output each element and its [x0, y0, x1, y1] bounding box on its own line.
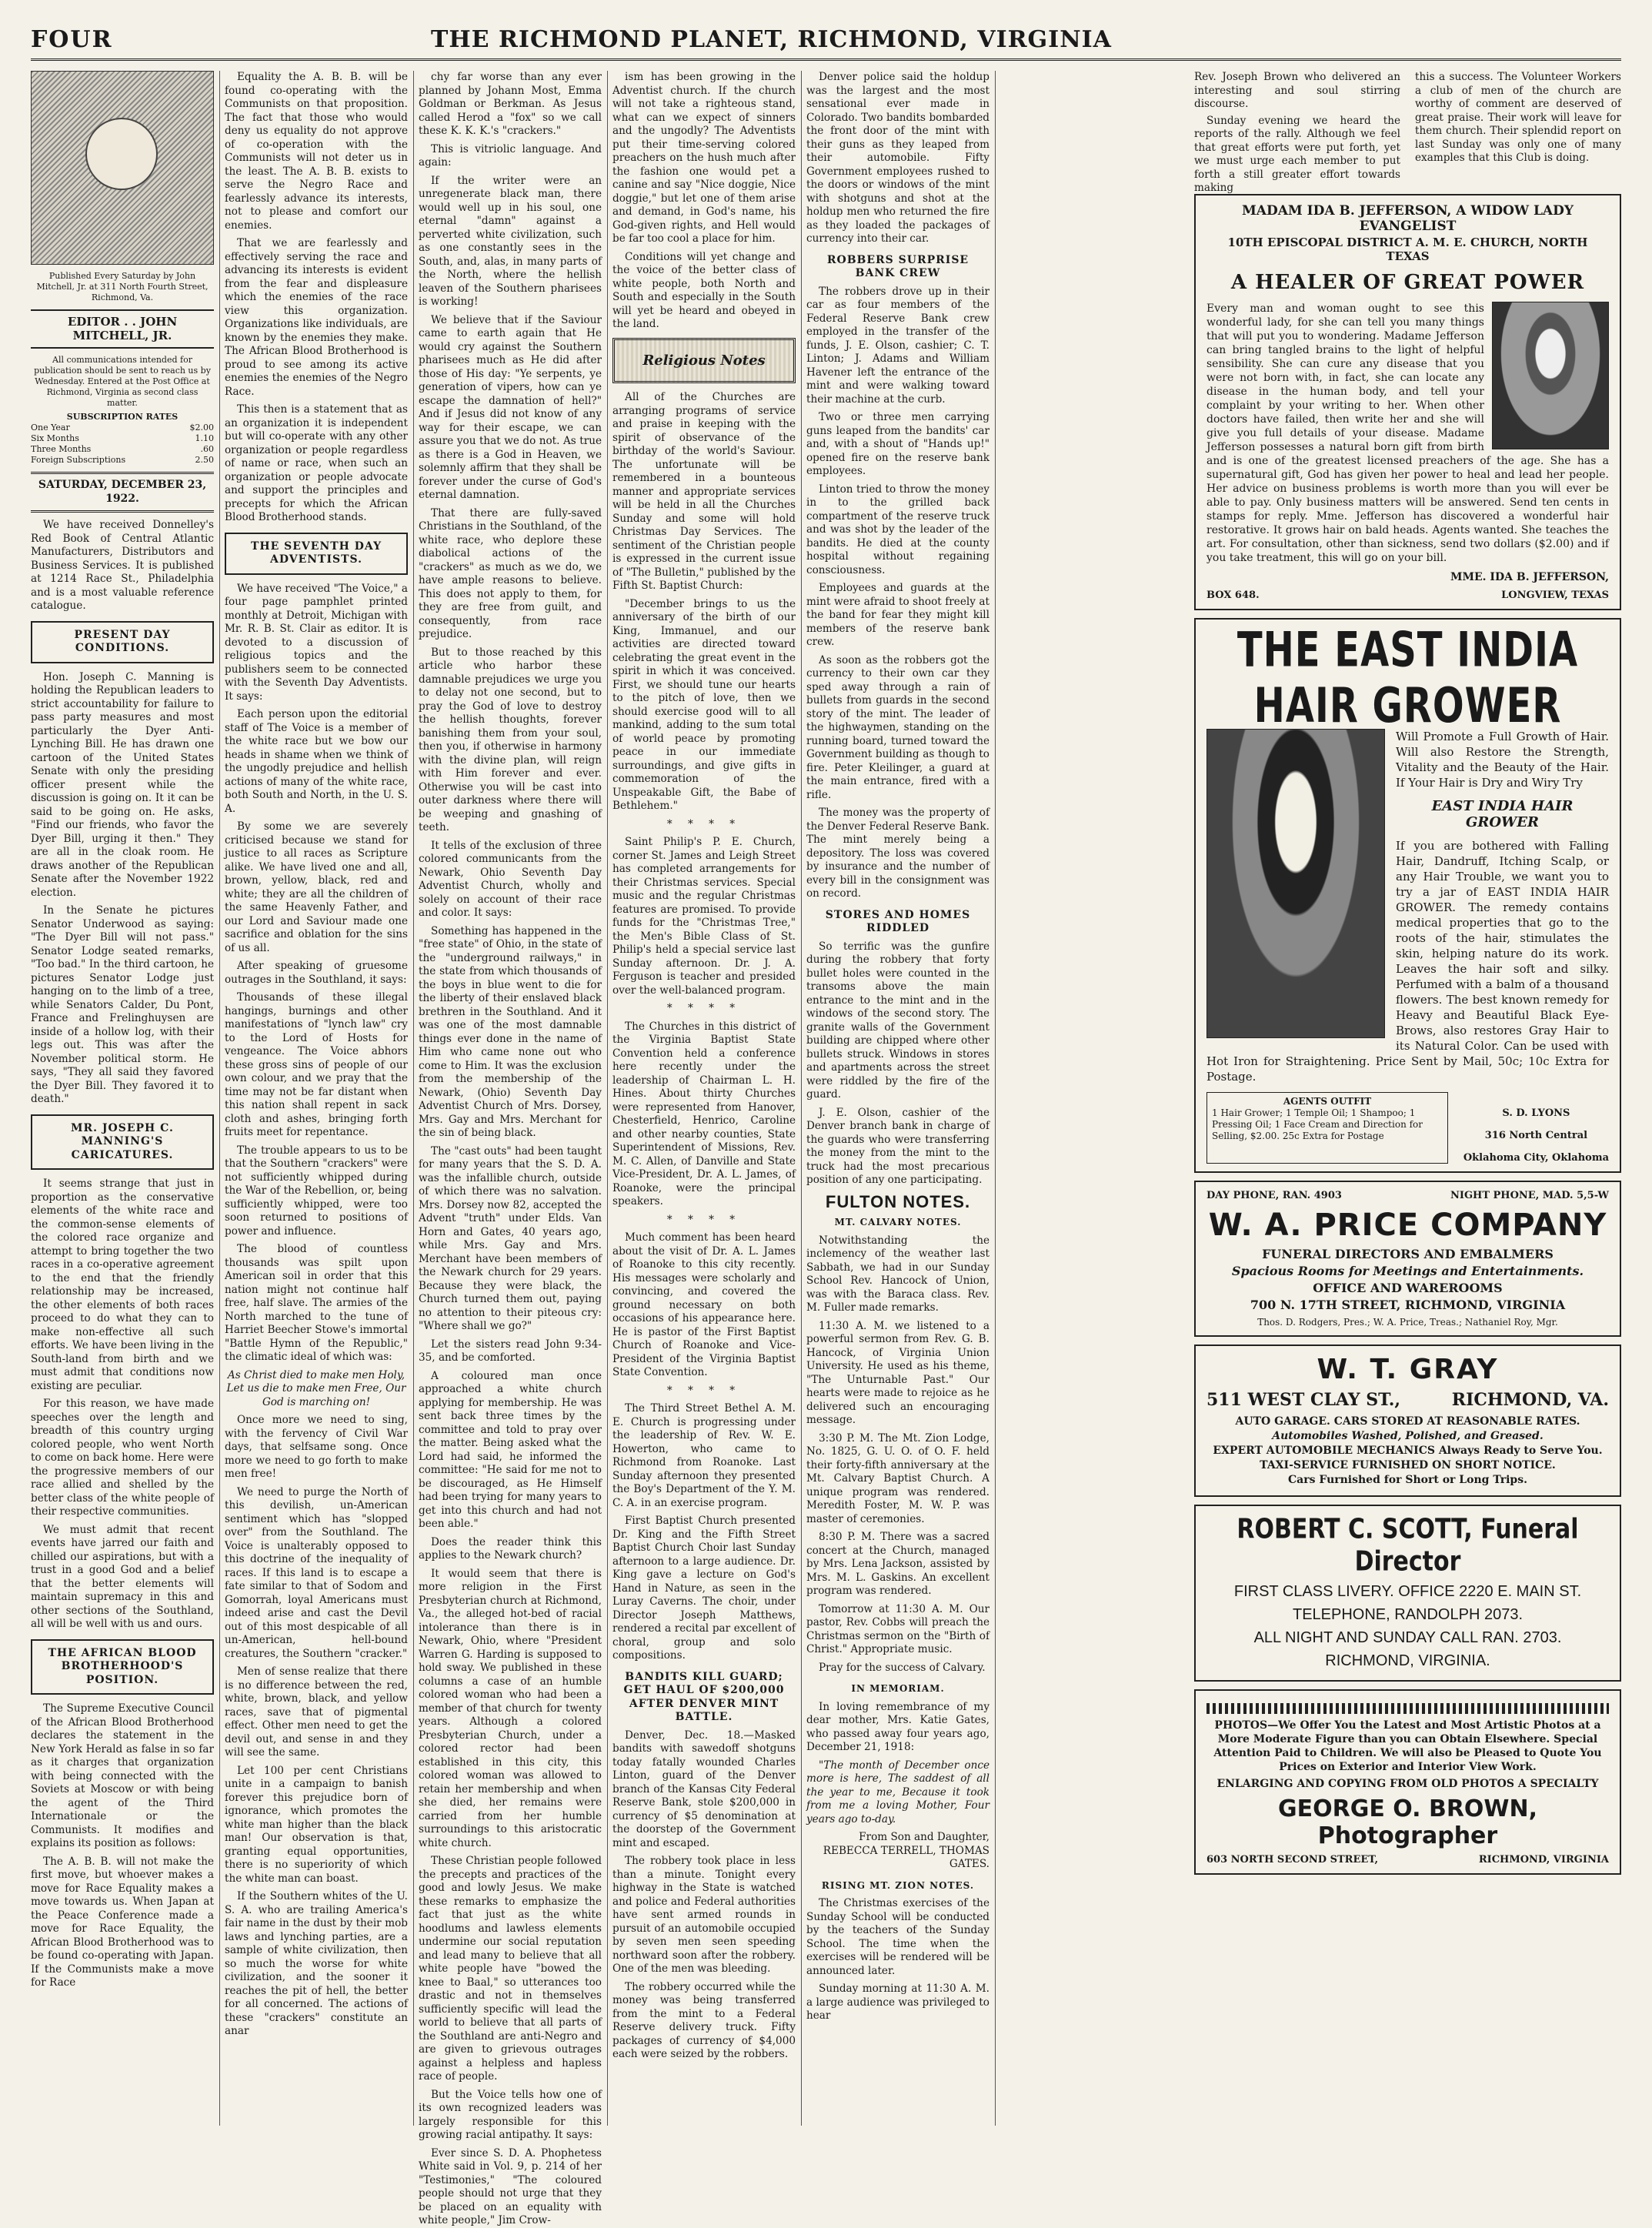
article-paragraph: But the Voice tells how one of its own recognized leaders was largely responsible for this growing racial antipathy. It says: — [419, 2088, 602, 2141]
article-paragraph: Men of sense realize that there is no difference between the red, white, brown, black, and yellow races, save that of pigmental effect. Other men need to get the devil out, and sense in and they will see the same. — [225, 1665, 408, 1759]
article-paragraph: All of the Churches are arranging programs of service and praise in keeping with the spirit of observance of the birthday of the world's Saviour. The unfortunate will be remembered in a bounteous manner and appropriate services will be held in all the Churches Sunday and some will hold Christmas Day Services. The sentiment of the Christian people is expressed in the current issue of "The Bulletin," published by the Fifth St. Baptist Church: — [612, 391, 796, 592]
religious-notes-banner: Religious Notes — [612, 338, 796, 384]
article-paragraph: ism has been growing in the Adventist church. If the church will not take a righteous stand, what can we expect of sinners and the ungodly? The Adventists put their time-serving colored preachers on the hush much after the fashion one would pet a canine and say "Nice doggie, Nice doggie," but let one of them arise and demand, in God's name, his God-given rights, and Hell would be far too cool a place for him. — [612, 71, 796, 245]
article-paragraph: As soon as the robbers got the currency to their own car they sped away through a rain of bullets from guards in the second story of the mint. The leader of the highwaymen, standing on the running board, turned toward the Government building as though to fire. Peter Kleilinger, a guard at the main entrance, fired with a rifle. — [806, 653, 990, 801]
article-paragraph: In the Senate he pictures Senator Underwood as saying: "The Dyer Bill will not pass." Senator Lodge seated remarks, "Too bad." In the third cartoon, he pictures Senator Lodge just hanging on to the limb of a tree, while Senators Calder, Du Pont, France and Frelinghuysen are inside of a hollow log, with their legs out. This was after the November political storm. He says, "They all said they favored the Dyer Bill. They favored it to death." — [31, 904, 214, 1105]
ad-footer: BOX 648. LONGVIEW, TEXAS — [1206, 590, 1609, 601]
article-paragraph: Let the sisters read John 9:34-35, and be comforted. — [419, 1338, 602, 1364]
article-paragraph: The "cast outs" had been taught for many years that the S. D. A. was the infallible church, outside of which there was no salvation. Mrs. Dorsey now 82, accepted the Advent "truth" under Elds. Van Horn and Gates, 40 years ago, while Mrs. Gay and Mrs. Merchant have been members of the Newark church for 29 years. Because they were black, the Church turned them out, paying no attention to their piteous cry: "Where shall we go?" — [419, 1144, 602, 1332]
headline-manning-caricatures: MR. JOSEPH C. MANNING'S CARICATURES. — [31, 1114, 214, 1171]
column-rule — [801, 71, 802, 2126]
article-paragraph: The blood of countless thousands was spilt upon American soil in order that this nation might not continue half free, half slave. The armies of the North marched to the tune of Harriet Beecher Stowe's immortal "Battle Hymn of the Republic," the climatic ideal of which was: — [225, 1243, 408, 1363]
article-paragraph: 11:30 A. M. we listened to a powerful sermon from Rev. G. B. Hancock, of Virginia Union University. He used as his theme, "The Unturnable Past." Our hearts were made to rejoice as he delivered such an encouraging message. — [806, 1319, 990, 1426]
subhead-robbers-surprise: ROBBERS SURPRISE BANK CREW — [826, 253, 970, 279]
article-paragraph: If the writer were an unregenerate black man, there would well up in his soul, one eternal "damn" against a perverted white civilization, such as one constantly sees in the South, and, alas, in many parts of the North, where the hellish leaven of the Southern pharisees is working! — [419, 174, 602, 308]
ad-signature: MME. IDA B. JEFFERSON, — [1450, 571, 1609, 583]
notes-col-b: this a success. The Volunteer Workers a club of men of the church are worthy of comment are deserved of great praise. Their work will leave for them church. Their splendid report on last Sunday was only one of many examples that this Club is doing. — [1415, 71, 1621, 164]
article-paragraph: We need to purge the North of this devilish, un-American sentiment which has "slopped over" from the Southland. The Voice is unalterably opposed to this doctrine of the inequality of races. If this land is to escape a fate similar to that of Sodom and Gomorrah, loyal Americans must indeed arise and cast the Devil out of this most despicable of all un-American, hell-bound creatures, the Southern "cracker." — [225, 1485, 408, 1660]
article-paragraph: The Third Street Bethel A. M. E. Church is progressing under the leadership of Rev. W. E. Howerton, who came to Richmond from Roanoke. Last Sunday afternoon they presented the Boy's Department of the Y. M. C. A. in an exercise program. — [612, 1402, 796, 1509]
subhead-rising-mt-zion: RISING MT. ZION NOTES. — [821, 1879, 975, 1891]
article-paragraph: The robbery took place in less than a minute. Tonight every highway in the State is watched and police and Federal authorities have sent armed rounds in pursuit of an automobile occupied by seven men seen speeding northward soon after the robbery. One of the men was bleeding. — [612, 1855, 796, 1975]
article-paragraph: Notwithstanding the inclemency of the weather last Sabbath, we had in our Sunday School Rev. Hancock of Union, was with the Baraca class. Rev. M. Fuller made remarks. — [806, 1234, 990, 1314]
rate-row: Six Months 1.10 — [31, 433, 214, 443]
article-paragraph: It seems strange that just in proportion as the conservative elements of the white race and the common-sense elements of the colored race organize and attempt to bring together the two races in a co-operative agreement to the end that the friendly relationship may be increased, the other elements of both races proceed to do what they can to make non-effective all such efforts. We have been living in the South-land from birth and we must admit that conditions now existing are peculiar. — [31, 1177, 214, 1392]
publisher-line: Published Every Saturday by John Mitchell, Jr. at 311 North Fourth Street, Richmond, Va. — [36, 271, 209, 302]
star-divider: * * * * — [666, 817, 742, 830]
article-paragraph: 8:30 P. M. There was a sacred concert at the Church, managed by Mrs. Lena Jackson, assisted by Mrs. M. L. Gaskins. An excellent program was rendered. — [806, 1531, 990, 1597]
article-paragraph: It would seem that there is more religion in the First Presbyterian church at Richmond, Va., the alleged hot-bed of racial intolerance than there is in Newark, Ohio, where "President Warren G. Harding is supposed to hold sway. We published in these columns a case of an humble colored woman who had been a member of that church for twenty years. Although a colored Presbyterian Church, under a colored rector had been established in this city, this colored woman was allowed to retain her membership and when she died, her remains were carried from her humble surroundings to this aristocratic white church. — [419, 1567, 602, 1849]
ad-address: 511 WEST CLAY ST., RICHMOND, VA. — [1206, 1390, 1609, 1410]
sunburst-icon — [85, 118, 158, 190]
column-rule — [995, 71, 996, 2126]
article-paragraph: Does the reader think this applies to the Newark church? — [419, 1535, 602, 1562]
ad-body: Every man and woman ought to see this wonderful lady, for she can tell you many things that will put you to wondering. Madame Jefferson can bring tangled brains to the light of helpful sensibility. She can cure any disease that you were not born with, in fact, she can locate any disease in the human body, and tell your complaint by your writing to her. When other doctors have failed, then write her and she will give you full details of your disease. Madame Jefferson possesses a natural born gift from birth and is one of the greatest licensed preachers of the age. She has a supernatural gift, God has given her power to heal and lead her people. Her advice on business problems is worth more than you will ever be able to pay. Only business matters will be answered. Send ten cents in stamps for reply. Mme. Jefferson has discovered a wonderful hair restorative. It grows hair on bald heads. Agents wanted. She teaches the art. For consultation, other than sickness, send two dollars ($2.00) and if you take treatment, this will go on your bill. — [1206, 302, 1609, 564]
subhead-mt-calvary: MT. CALVARY NOTES. — [834, 1217, 962, 1228]
rate-row: One Year $2.00 — [31, 423, 214, 433]
article-paragraph: J. E. Olson, cashier of the Denver branch bank in charge of the guards who were transferring the money from the mint to the truck had the most precarious position of any one participating. — [806, 1106, 990, 1186]
article-paragraph: After speaking of gruesome outrages in the Southland, it says: — [225, 960, 408, 986]
ad-george-o-brown: PHOTOS—We Offer You the Latest and Most Artistic Photos at a More Moderate Figure than you can Obtain Elsewhere. Special Attention Paid to Children. We will also be Pleased to Quote You Prices on Exterior and Interior View Work. ENLARGING AND COPYING FROM OLD PHOTOS A SPECIALTY GEORGE O. BROWN, Photographer 603 NORTH SECOND STREET, RICHMOND, VIRGINIA — [1194, 1689, 1621, 1875]
article-paragraph: The Christmas exercises of the Sunday School will be conducted by the teachers of the Sunday School. The time when the exercises will be rendered will be announced later. — [806, 1897, 990, 1977]
issue-date: SATURDAY, DECEMBER 23, 1922. — [31, 472, 214, 513]
article-paragraph: 3:30 P. M. The Mt. Zion Lodge, No. 1825, G. U. O. of O. F. held their forty-fifth anniversary at the Mt. Calvary Baptist Church. A unique program was rendered. Meredith Foster, M. W. P. was master of ceremonies. — [806, 1431, 990, 1525]
newspaper-title: THE RICHMOND PLANET, RICHMOND, VIRGINIA — [431, 26, 1112, 53]
agents-box: AGENTS OUTFIT 1 Hair Grower; 1 Temple Oil; 1 Shampoo; 1 Pressing Oil; 1 Face Cream and Direction for Selling, $2.00. 25c Extra for Postage — [1206, 1092, 1448, 1164]
ad-subhead: EAST INDIA HAIR GROWER — [1431, 798, 1574, 830]
newspaper-page — [31, 23, 1621, 2226]
portrait-image — [1492, 302, 1609, 449]
headline-seventh-day-adventists: THE SEVENTH DAY ADVENTISTS. — [225, 533, 408, 575]
column-3 — [419, 71, 602, 2226]
article-paragraph: Once more we need to sing, with the fervency of Civil War days, that selfsame song. Once more we need to go forth to make men free! — [225, 1414, 408, 1480]
rate-row: Three Months .60 — [31, 444, 214, 454]
ad-line: 10TH EPISCOPAL DISTRICT A. M. E. CHURCH, NORTH TEXAS — [1227, 235, 1588, 263]
article-paragraph: We believe that if the Saviour came to earth again that He would cry against the Southern pharisees much as He did after those of His day: "Ye serpents, ye generation of vipers, how can ye escape the damnation of hell?" And if Jesus did not know of any way for their escape, we can assure you that we do not. As true as there is a God in Heaven, we solemnly affirm that they shall be forever under the curse of God's eternal damnation. — [419, 313, 602, 501]
article-paragraph: For this reason, we have made speeches over the length and breadth of this country urging colored people, who went North to come on back home. Here were the progressive members of our race allied and shelled by the better class of the white people of their respective communities. — [31, 1398, 214, 1518]
article-paragraph: Conditions will yet change and the voice of the better class of white people, both North and South and especially in the South will yet be heard and obeyed in the land. — [612, 250, 796, 330]
article-paragraph: Thousands of these illegal hangings, burnings and other manifestations of "lynch law" cry to the Lord of Hosts for vengeance. The Voice abhors these gross sins of people of our own colour, and we pray that the time may not be far distant when this nation shall repent in sack cloth and ashes, bringing forth fruits meet for repentance. — [225, 991, 408, 1138]
woman-portrait-image — [1206, 729, 1385, 1038]
article-paragraph: We must admit that recent events have jarred our faith and chilled our aspirations, but with a trust in a good God and a belief that the better elements will maintain supremacy in this and other sections of the Southland, all will be well with us and ours. — [31, 1523, 214, 1630]
ad-company-name: ROBERT C. SCOTT, Funeral Director — [1236, 1513, 1579, 1578]
subscription-rates — [31, 423, 214, 466]
article-paragraph: If the Southern whites of the U. S. A. who are trailing America's fair name in the dust by their mob laws and lynching parties, are a sample of white civilization, then so much the worse for white civilization, and the sooner it reaches the pit of hell, the better for all concerned. The actions of these "crackers" constitute an anar — [225, 1890, 408, 2037]
ad-address: 603 NORTH SECOND STREET, RICHMOND, VIRGINIA — [1206, 1854, 1609, 1866]
agents-outfit — [1206, 1092, 1609, 1164]
ad-east-india-hair-grower — [1194, 618, 1621, 1173]
article-paragraph: Let 100 per cent Christians unite in a campaign to banish forever this prejudice born of ignorance, which promotes the white man higher than the black man! Our observation is that, granting equal opportunities, there is no superiority of which the white man can boast. — [225, 1764, 408, 1885]
column-1 — [31, 71, 214, 2126]
ad-company-name: W. T. GRAY — [1317, 1354, 1499, 1385]
subhead-in-memoriam: IN MEMORIAM. — [851, 1683, 945, 1694]
article-paragraph: First Baptist Church presented Dr. King and the Fifth Street Baptist Church Choir last Sunday afternoon to a large audience. Dr. King gave a lecture on God's Hand in Nature, as seen in the Luray Caverns. The choir, under Director Joseph Matthews, rendered a recital par excellent of choral, group and solo compositions. — [612, 1515, 796, 1662]
star-divider: * * * * — [666, 1384, 742, 1397]
article-paragraph: That we are fearlessly and effectively serving the race and advancing its interests is evident from the fear and displeasure which the enemies of the race view this organization. Organizations like individuals, are known by the enemies they make. The African Blood Brotherhood is proud to see among its active enemies the enemies of the Negro Race. — [225, 237, 408, 398]
article-paragraph: By some we are severely criticised because we stand for justice to all races as Scripture alike. We have lived one and all, brown, yellow, black, red and white; they are all the children of the same Heavenly Father, and our Lord and Saviour made one sacrifice and oblation for the sins of us all. — [225, 820, 408, 954]
article-paragraph: Saint Philip's P. E. Church, corner St. James and Leigh Street has completed arrangements for their Christmas services. Special music and the regular Christmas features are promised. To provide funds for the "Christmas Tree," the Men's Bible Class of St. Philip's held a special service last Sunday afternoon. Dr. J. A. Ferguson is teacher and presided over the well-balanced program. — [612, 836, 796, 997]
article-paragraph: Equality the A. B. B. will be found co-operating with the Communists on that proposition. The fact that those who would deny us equality do not approve of co-operation with the Communists will not deter us in the least. The A. B. B. exists to serve the Negro Race and fearlessly advance its interests, not to please and comfort our enemies. — [225, 71, 408, 232]
column-4 — [612, 71, 796, 2126]
article-paragraph: Denver, Dec. 18.—Masked bandits with sawedoff shotguns today fatally wounded Charles Linton, guard of the Denver branch of the Kansas City Federal Reserve Bank, stole $200,000 in currency of $5 denomination at the doorstep of the Government mint and escaped. — [612, 1729, 796, 1849]
article-paragraph: Ever since S. D. A. Phophetess White said in Vol. 9, p. 214 of her "Testimonies," "The coloured people should not urge that they be placed on an equality with white people," Jim Crow- — [419, 2146, 602, 2226]
column-2 — [225, 71, 408, 2126]
ad-robert-c-scott: ROBERT C. SCOTT, Funeral Director FIRST CLASS LIVERY. OFFICE 2220 E. MAIN ST. TELEPHONE, RANDOLPH 2073. ALL NIGHT AND SUNDAY CALL RAN. 2703. RICHMOND, VIRGINIA. — [1194, 1505, 1621, 1682]
ad-company-name: GEORGE O. BROWN, Photographer — [1277, 1795, 1538, 1849]
article-paragraph: We have received Donnelley's Red Book of Central Atlantic Manufacturers, Distributors and Business Services. It is published at 1214 Race St., Philadelphia and is a most valuable reference catalogue. — [31, 519, 214, 612]
article-paragraph: A coloured man once approached a white church applying for membership. He was sent back three times by the committee and told to pray over the matter. Being asked what the Lord had said, he informed the committee: "He said for me not to be discouraged, as He Himself had been trying for many years to get into this church and had not been able." — [419, 1369, 602, 1530]
ornament-border — [1206, 1703, 1609, 1714]
article-paragraph: That there are fully-saved Christians in the Southland, of the white race, who deplore these diabolical actions of the "crackers" as much as we do, we have ample reasons to believe. This does not apply to them, for they are free from guilt, and consequently, from race prejudice. — [419, 506, 602, 640]
headline-denver-bandits: BANDITS KILL GUARD; GET HAUL OF $200,000 AFTER DENVER MINT BATTLE. — [623, 1670, 785, 1723]
article-paragraph: This then is a statement that as an organization it is independent but will co-operate with any other organization or people regardless of name or race, when such an organization or people advocate and support the principles and precepts for which the African Blood Brotherhood stands. — [225, 403, 408, 523]
article-paragraph: Sunday morning at 11:30 A. M. a large audience was privileged to hear — [806, 1982, 990, 2022]
subhead-stores-riddled: STORES AND HOMES RIDDLED — [825, 908, 971, 934]
ad-wa-price-company: DAY PHONE, RAN. 4903 NIGHT PHONE, MAD. 5,5-W W. A. PRICE COMPANY FUNERAL DIRECTORS AND EMBALMERS Spacious Rooms for Meetings and Entertainments. OFFICE AND WAREROOMS 700 N. 17TH STREET, RICHMOND, VIRGINIA Thos. D. Rodgers, Pres.; W. A. Price, Treas.; Nathaniel Roy, Mgr. — [1194, 1181, 1621, 1337]
rates-heading: SUBSCRIPTION RATES — [66, 412, 179, 422]
article-paragraph: Linton tried to throw the money in to the grilled back compartment of the reserve truck and was shot by the leader of the bandits. He died at the county hospital without regaining consciousness. — [806, 483, 990, 576]
submission-notice: All communications intended for publication should be sent to reach us by Wednesday. Entered at the Post Office at Richmond, Virginia as second class matter. — [34, 355, 211, 408]
headline-african-blood-brotherhood: THE AFRICAN BLOOD BROTHERHOOD'S POSITION. — [31, 1639, 214, 1695]
article-paragraph: The money was the property of the Denver Federal Reserve Bank. The mint merely being a depository. The loss was covered by insurance and the number of every bill in the consignment was on record. — [806, 807, 990, 900]
article-paragraph: Tomorrow at 11:30 A. M. Our pastor, Rev. Cobbs will preach the Christmas sermon on the "Birth of Christ." Appropriate music. — [806, 1602, 990, 1655]
article-paragraph: Denver police said the holdup was the largest and the most sensational ever made in Colorado. Two bandits bombarded the front door of the mint with their guns as they leaped from their automobile. Fifty Government employees rushed to the doors or windows of the mint with shotguns and shot at the holdup men who returned the fire as they loaded the packages of currency into their car. — [806, 71, 990, 245]
star-divider: * * * * — [666, 1002, 742, 1014]
article-paragraph: Pray for the success of Calvary. — [819, 1661, 986, 1674]
ad-headline: A HEALER OF GREAT POWER — [1230, 271, 1585, 294]
article-paragraph: The robbers drove up in their car as four members of the Federal Reserve Bank crew employed in the transfer of the funds, J. E. Olson, cashier; C. T. Linton; J. Adams and William Havener left the entrance of the mint and were walking toward their machine at the curb. — [806, 285, 990, 406]
article-paragraph: So terrific was the gunfire during the robbery that forty bullet holes were counted in the transoms above the main entrance to the mint and in the windows of the second story. The granite walls of the Government building are chipped where other bullets struck. Windows in stores and apartments across the street were riddled by the fire of the guard. — [806, 940, 990, 1101]
article-paragraph: These Christian people followed the precepts and practices of the good and lowly Jesus. We make these remarks to emphasize the fact that just as the white hoodlums and lawless elements undermine our social reputation and lead many to believe that all white people have "bowed the knee to Baal," so utterances too drastic and not in themselves sufficiently specific will lead the world to believe that all parts of the Southland are anti-Negro and are given to grievous outrages against a helpless and hapless race of people. — [419, 1855, 602, 2083]
article-paragraph: Hon. Joseph C. Manning is holding the Republican leaders to strict accountability for failure to pass party measures and most particularly the Dyer Anti-Lynching Bill. He has drawn one cartoon of the United States Senate with only the presiding officer present while the discussion is going on. It it can be said to be going on. He asks, "Find our friends, who favor the Dyer Bill, urging it then." They are all in the cloak room. He draws another of the Republican Senate after the November 1922 election. — [31, 670, 214, 899]
seller-address: S. D. LYONS 316 North Central Oklahoma City, Oklahoma — [1463, 1107, 1609, 1164]
notes-col-a: Rev. Joseph Brown who delivered an interesting and soul stirring discourse. Sunday evening we heard the reports of the rally. Although we feel that great efforts were put forth, yet we must urge each member to put forth a still greater effort towards making — [1194, 71, 1400, 194]
article-paragraph: But to those reached by this article who harbor these damnable prejudices we urge you to delay not one second, but to pray the God of love to destroy the hellish thoughts, forever banishing them from your soul, then you, if otherwise in harmony with the divine plan, will reign with Him forever and ever. Otherwise you will be cast into outer darkness where there will be weeping and gnashing of teeth. — [419, 646, 602, 833]
ad-company-name: W. A. PRICE COMPANY — [1208, 1208, 1607, 1243]
masthead — [31, 23, 1621, 61]
masthead-engraving-image — [31, 71, 214, 265]
article-paragraph: This is vitriolic language. And again: — [419, 142, 602, 169]
rate-row: Foreign Subscriptions 2.50 — [31, 455, 214, 465]
ad-wt-gray: W. T. GRAY 511 WEST CLAY ST., RICHMOND, VA. AUTO GARAGE. CARS STORED AT REASONABLE RATES. Automobiles Washed, Polished, and Greased. EXPERT AUTOMOBILE MECHANICS Always Ready to Serve You. TAXI-SERVICE FURNISHED ON SHORT NOTICE. Cars Furnished for Short or Long Trips. — [1194, 1344, 1621, 1497]
ad-intro: Will Promote a Full Growth of Hair. Will also Restore the Strength, Vitality and the Beauty of the Hair. If Your Hair is Dry and Wiry Try — [1396, 730, 1609, 790]
headline-fulton-notes: FULTON NOTES. — [825, 1191, 971, 1211]
article-paragraph: The A. B. B. will not make the first move, but whoever makes a move for Race Equality makes a move towards us. When Japan at the Peace Conference made a move for Race Equality, the African Blood Brotherhood was to be found co-operating with Japan. If the Communists make a move for Race — [31, 1855, 214, 1989]
ad-line: MADAM IDA B. JEFFERSON, A WIDOW LADY EVANGELIST — [1241, 203, 1574, 234]
column-5 — [806, 71, 990, 2126]
article-paragraph: In loving remembrance of my dear mother, Mrs. Katie Gates, who passed away four years ago, December 21, 1918: — [806, 1700, 990, 1753]
article-paragraph: Much comment has been heard about the visit of Dr. A. L. James of Roanoke to this city recently. His messages were scholarly and convincing, and covered the ground necessary on both occasions of his appearance here. He is pastor of the First Baptist Church of Roanoke and Vice-President of the Virginia Baptist State Convention. — [612, 1231, 796, 1378]
article-paragraph: Each person upon the editorial staff of The Voice is a member of the white race but we bow our heads in shame when we think of the ungodly prejudice and hellish actions of many of the white race, both South and North, in the U. S. A. — [225, 708, 408, 815]
article-paragraph: The Churches in this district of the Virginia Baptist State Convention held a conference here recently under the leadership of Chairman L. H. Hines. About thirty Churches were represented from Hanover, Chesterfield, Henrico, Caroline and other nearby counties, State Superintendent of Missions, Rev. M. C. Allen, of Danville and State Vice-President, Dr. A. L. James, of Roanoke, were the principal speakers. — [612, 1020, 796, 1208]
article-paragraph: Two or three men carrying guns leaped from the bandits' car and, with a shout of "Hands up!" opened fire on the reserve bank employees. — [806, 411, 990, 477]
star-divider: * * * * — [666, 1213, 742, 1226]
memorial-signature: From Son and Daughter, REBECCA TERRELL, THOMAS GATES. — [823, 1831, 990, 1870]
column-rule — [413, 71, 414, 2126]
article-paragraph: The trouble appears to us to be that the Southern "crackers" were not sufficiently whipped during the War of the Rebellion, or, being sufficiently whipped, were too soon returned to positions of power and influence. — [225, 1144, 408, 1238]
article-paragraph: "December brings to us the anniversary of the birth of our King, Immanuel, and our activities are directed toward celebrating the great event in the spirit in which it was conceived. First, we should tune our hearts to the pitch of love, then we should exercise good will to all mankind, adding to the sum total of world peace by promoting peace in our immediate surroundings, and give gifts in commemoration of the Unspeakable Gift, the Babe of Bethlehem." — [612, 597, 796, 812]
article-paragraph: Employees and guards at the mint were afraid to shoot freely at the band for fear they might kill members of the reserve bank crew. — [806, 582, 990, 648]
hymn-quote: As Christ died to make men Holy, Let us die to make men Free, Our God is marching on! — [226, 1368, 406, 1408]
page-number: FOUR — [31, 26, 113, 53]
column-rule — [219, 71, 220, 2126]
article-paragraph: The robbery occurred while the money was being transferred from the mint to a Federal Reserve delivery truck. Fifty packages of currency of $4,000 each were seized by the robbers. — [612, 1980, 796, 2060]
phone-line: DAY PHONE, RAN. 4903 NIGHT PHONE, MAD. 5,5-W — [1206, 1190, 1609, 1201]
article-paragraph: The Supreme Executive Council of the African Blood Brotherhood declares the statement in the New York Herald as false in so far as it charges that organization with being connected with the Soviets at Moscow or with being the agent of the Third Internationale or the Communists. It modifies and explains its position as follows: — [31, 1702, 214, 1849]
article-paragraph: chy far worse than any ever planned by Johann Most, Emma Goldman or Berkman. As Jesus called Herod a "fox" so we call these K. K. K.'s "crackers." — [419, 71, 602, 137]
column-rule — [607, 71, 608, 2126]
article-paragraph: We have received "The Voice," a four page pamphlet printed monthly at Detroit, Michigan with Mr. R. B. St. Clair as editor. It is devoted to a discussion of religious topics and the publishers seem to be connected with the Seventh Day Adventists. It says: — [225, 582, 408, 703]
ad-headline: THE EAST INDIA HAIR GROWER — [1236, 622, 1579, 734]
advertisement-region — [1194, 71, 1621, 1882]
church-notes-continued — [1194, 71, 1621, 194]
ad-ida-jefferson — [1194, 194, 1621, 610]
editor-line: EDITOR . . JOHN MITCHELL, JR. — [31, 309, 214, 349]
article-paragraph: Something has happened in the "free state" of Ohio, in the state of the "underground railways," in the state from which thousands of the boys in blue went to die for the liberty of their enslaved black brethren in the Southland. And it was one of the most damnable things ever done in the name of Him who came none out who come to Him. It was the exclusion from the membership of the Newark, (Ohio) Seventh Day Adventist Church of Mrs. Dorsey, Mrs. Gay and Mrs. Merchant for the sin of being black. — [419, 924, 602, 1139]
headline-present-day-conditions: PRESENT DAY CONDITIONS. — [31, 621, 214, 663]
ad-body: If you are bothered with Falling Hair, Dandruff, Itching Scalp, or any Hair Trouble, we want you to try a jar of EAST INDIA HAIR GROWER. The remedy contains medical properties that go to the roots of the hair, stimulates the skin, helping nature do its work. Leaves the hair soft and silky. Perfumed with a balm of a thousand flowers. The best known remedy for Heavy and Beautiful Black Eye-Brows, also restores Gray Hair to its Natural Color. Can be used with Hot Iron for Straightening. Price Sent by Mail, 50c; 10c Extra for Postage. — [1206, 839, 1609, 1084]
memorial-verse: "The month of December once more is here, The saddest of all the year to me, Because it took from me a loving Mother, Four years ago to-day. — [806, 1759, 990, 1825]
article-paragraph: It tells of the exclusion of three colored communicants from the Newark, Ohio Seventh Day Adventist Church, wholly and solely on account of their race and color. It says: — [419, 839, 602, 919]
